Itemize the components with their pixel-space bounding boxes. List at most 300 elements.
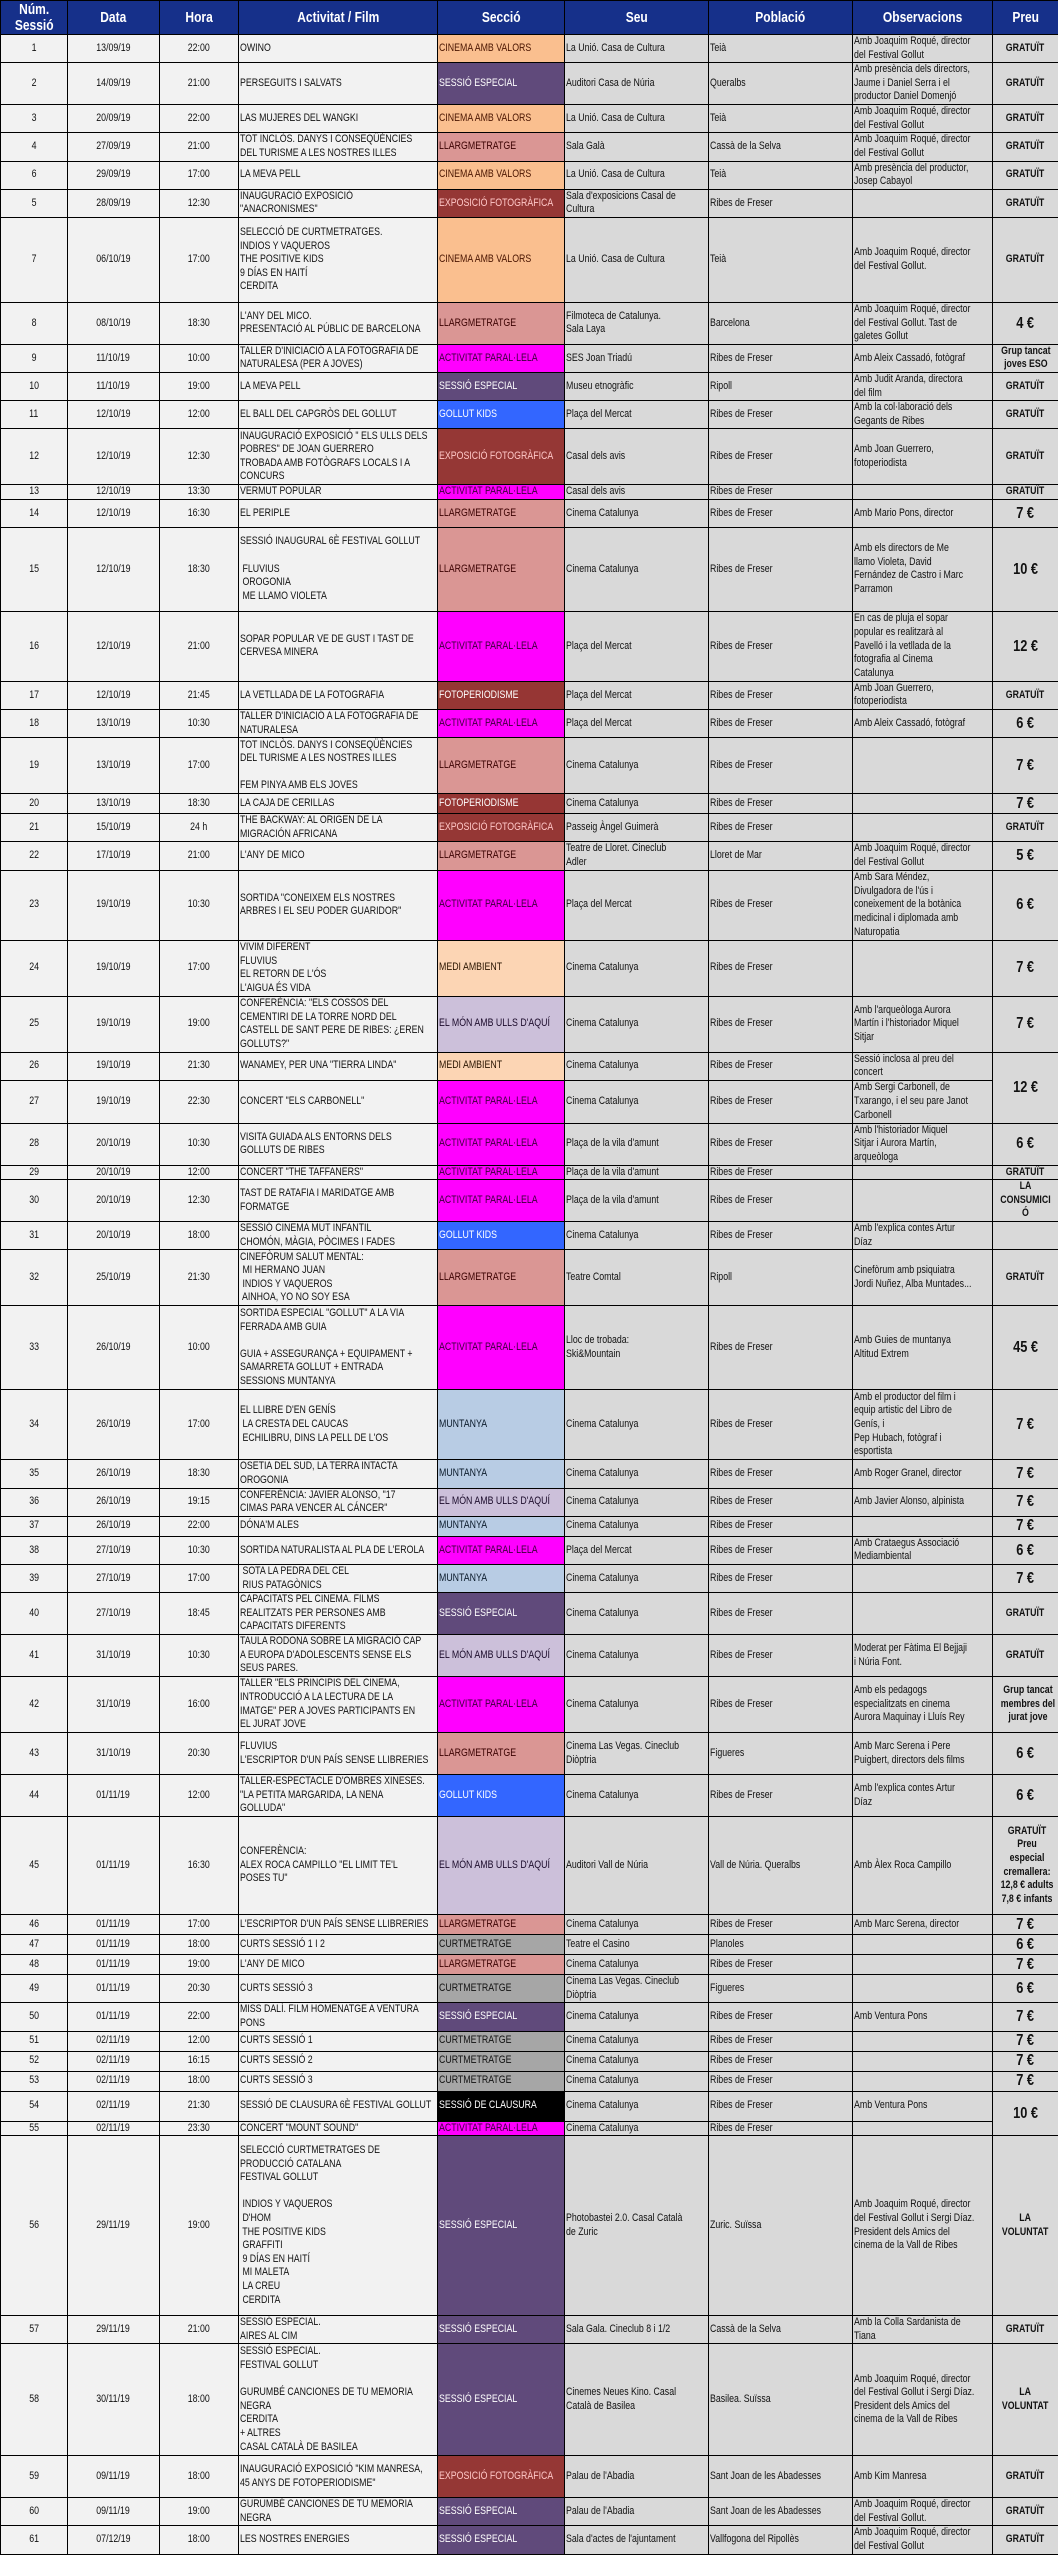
price: 10 € [1013, 2107, 1038, 2121]
date-cell [68, 996, 160, 1052]
venue: Teatre el Casino [566, 1938, 630, 1952]
venue: Palau de l'Abadia [566, 2470, 634, 2484]
session-number-cell [1, 2071, 68, 2091]
section-badge: CURTMETRATGE [439, 1982, 512, 1996]
price: 7 € [1017, 961, 1035, 975]
price: GRATUÏT [1006, 450, 1044, 464]
town-cell [709, 1935, 853, 1955]
venue: Plaça del Mercat [566, 717, 632, 731]
time-cell [160, 2498, 239, 2526]
section-badge-cell [438, 1390, 565, 1460]
observations: Amb Mario Pons, director [854, 507, 953, 521]
activity-cell [239, 842, 438, 870]
venue-cell [565, 710, 709, 738]
price-cell [993, 401, 1058, 429]
table-row [1, 1123, 1058, 1165]
section-badge: MUNTANYA [439, 1467, 487, 1481]
observations-cell [853, 133, 993, 161]
section-badge-cell [438, 1536, 565, 1564]
town-cell [709, 996, 853, 1052]
table-row [1, 429, 1058, 485]
time: 22:00 [188, 112, 210, 126]
activity-cell [239, 344, 438, 372]
venue: Cinema Catalunya [566, 759, 638, 773]
time-cell [160, 63, 239, 105]
price-cell [993, 161, 1058, 189]
date: 31/10/19 [96, 1698, 130, 1712]
activity-cell [239, 1516, 438, 1536]
venue: La Unió. Casa de Cultura [566, 112, 665, 126]
town: Cassà de la Selva [710, 140, 781, 154]
date: 29/11/19 [97, 2323, 131, 2337]
section-badge: SESSIÓ ESPECIAL [439, 2323, 517, 2337]
price: GRATUÏT [1006, 689, 1044, 703]
session-number-cell [1, 429, 68, 485]
town-cell [709, 35, 853, 63]
table-row [1, 1180, 1058, 1222]
venue-cell [565, 2121, 709, 2136]
section-badge-cell [438, 814, 565, 842]
observations: Amb presència dels directors, Jaume i Daniel Serra i el productor Daniel Domenjó [854, 63, 970, 104]
town: Figueres [710, 1747, 744, 1761]
date: 01/11/19 [97, 1938, 131, 1952]
town-cell [709, 1052, 853, 1080]
venue: Plaça del Mercat [566, 898, 632, 912]
observations-cell [853, 527, 993, 611]
town-cell [709, 2051, 853, 2071]
session-number: 25 [29, 1017, 39, 1031]
section-badge-cell [438, 2344, 565, 2456]
date-cell [68, 133, 160, 161]
venue: Plaça de la vila d'amunt [566, 1194, 659, 1208]
price-cell [993, 2316, 1058, 2344]
activity: VISITA GUIADA ALS ENTORNS DELS GOLLUTS DE RIBES [240, 1131, 392, 1158]
activity: CONCERT "MOUNT SOUND" [240, 2122, 358, 2136]
section-badge-cell [438, 2316, 565, 2344]
venue: Plaça del Mercat [566, 408, 632, 422]
price-cell [993, 710, 1058, 738]
venue: Passeig Àngel Guimerà [566, 821, 658, 835]
activity-cell [239, 1123, 438, 1165]
time-cell [160, 372, 239, 400]
price: 10 € [1013, 563, 1038, 577]
section-badge: LLARGMETRATGE [439, 317, 516, 331]
price-cell [993, 940, 1058, 996]
venue: Cinema Catalunya [566, 507, 638, 521]
section-badge: SESSIÓ ESPECIAL [439, 2393, 517, 2407]
observations-cell [853, 1306, 993, 1390]
observations-cell [853, 2121, 993, 2136]
time: 18:00 [188, 1938, 210, 1952]
town-cell [709, 1488, 853, 1516]
section-badge: ACTIVITAT PARAL·LELA [439, 1698, 538, 1712]
venue-cell [565, 133, 709, 161]
activity: CONCERT "ELS CARBONELL" [240, 1095, 364, 1109]
town: Ribes de Freser [710, 2122, 773, 2136]
section-badge-cell [438, 2456, 565, 2498]
observations-cell [853, 2091, 993, 2121]
activity-cell [239, 527, 438, 611]
session-number-cell [1, 1935, 68, 1955]
section-badge-cell [438, 1488, 565, 1516]
venue: Cinema Catalunya [566, 1789, 638, 1803]
town: Ribes de Freser [710, 1649, 773, 1663]
table-row [1, 63, 1058, 105]
date: 26/10/19 [96, 1519, 130, 1533]
town: Ribes de Freser [710, 759, 773, 773]
venue-cell [565, 401, 709, 429]
time-cell [160, 2071, 239, 2091]
price-cell [993, 1390, 1058, 1460]
price: GRATUÏT [1006, 408, 1044, 422]
date-cell [68, 1915, 160, 1935]
date-cell [68, 1817, 160, 1915]
town-cell [709, 794, 853, 814]
price-cell [993, 2091, 1058, 2136]
session-number-cell [1, 1180, 68, 1222]
price-cell [993, 344, 1058, 372]
price-cell [993, 738, 1058, 794]
activity-cell [239, 2121, 438, 2136]
observations: Amb Aleix Cassadó, fotògraf [854, 352, 965, 366]
time: 19:00 [188, 2219, 210, 2233]
price-cell [993, 1635, 1058, 1677]
price-cell [993, 1123, 1058, 1165]
venue-cell [565, 1052, 709, 1080]
observations-cell [853, 1460, 993, 1488]
session-number: 35 [29, 1467, 39, 1481]
town: Vall de Núria. Queralbs [710, 1859, 800, 1873]
section-badge-cell [438, 1250, 565, 1306]
time-cell [160, 794, 239, 814]
time: 18:00 [188, 2533, 210, 2547]
session-number-cell [1, 1488, 68, 1516]
date: 12/10/19 [96, 640, 130, 654]
town-cell [709, 1593, 853, 1635]
date-cell [68, 2316, 160, 2344]
header-seu [565, 1, 709, 35]
venue: Cinema Catalunya [566, 1519, 638, 1533]
header-label: Secció [482, 10, 521, 26]
session-number: 26 [29, 1059, 39, 1073]
venue-cell [565, 217, 709, 302]
price-cell [993, 1817, 1058, 1915]
venue: Cinema Catalunya [566, 1467, 638, 1481]
observations: Amb Joaquim Roqué, director del Festival Gollut. [854, 246, 970, 273]
session-number: 57 [29, 2323, 39, 2337]
session-number: 10 [29, 380, 39, 394]
section-badge: ACTIVITAT PARAL·LELA [439, 1194, 538, 1208]
town: Queralbs [710, 77, 746, 91]
town: Sant Joan de les Abadesses [710, 2505, 821, 2519]
date: 07/12/19 [96, 2533, 130, 2547]
time-cell [160, 2344, 239, 2456]
time: 18:00 [188, 2393, 210, 2407]
section-badge: SESSIÓ ESPECIAL [439, 380, 517, 394]
activity: SESSIÓ ESPECIAL. AIRES AL CIM [240, 2316, 321, 2343]
session-number-cell [1, 35, 68, 63]
date-cell [68, 1564, 160, 1592]
price-cell [993, 2051, 1058, 2071]
venue-cell [565, 2031, 709, 2051]
session-number: 7 [32, 253, 37, 267]
date-cell [68, 2121, 160, 2136]
section-badge: MUNTANYA [439, 1519, 487, 1533]
time: 17:00 [188, 1418, 210, 1432]
section-badge: CINEMA AMB VALORS [439, 42, 531, 56]
activity-cell [239, 1915, 438, 1935]
time-cell [160, 133, 239, 161]
session-number: 16 [29, 640, 39, 654]
time: 10:30 [188, 1544, 210, 1558]
table-row [1, 161, 1058, 189]
date: 20/10/19 [96, 1166, 130, 1180]
price-cell [993, 1306, 1058, 1390]
observations-cell [853, 1222, 993, 1250]
date-cell [68, 681, 160, 709]
session-number: 27 [29, 1095, 39, 1109]
session-number-cell [1, 1390, 68, 1460]
activity-cell [239, 2071, 438, 2091]
observations-cell [853, 681, 993, 709]
session-number: 58 [29, 2393, 39, 2407]
session-number: 8 [32, 317, 37, 331]
observations-cell [853, 1165, 993, 1180]
observations-cell [853, 429, 993, 485]
price-cell [993, 1165, 1058, 1180]
town: Ribes de Freser [710, 1495, 773, 1509]
time-cell [160, 429, 239, 485]
session-number: 56 [29, 2219, 39, 2233]
town-cell [709, 710, 853, 738]
section-badge: SESSIÓ ESPECIAL [439, 2010, 517, 2024]
price: 6 € [1017, 898, 1035, 912]
date: 02/11/19 [97, 2074, 131, 2088]
price: 6 € [1017, 1938, 1035, 1952]
price: GRATUÏT Preu especial cremallera: 12,8 € adults 7,8 € infants [1001, 1825, 1054, 1907]
date: 20/10/19 [96, 1229, 130, 1243]
section-badge: FOTOPERIODISME [439, 689, 519, 703]
price: 6 € [1017, 1789, 1035, 1803]
observations-cell [853, 1250, 993, 1306]
table-row [1, 35, 1058, 63]
date-cell [68, 1222, 160, 1250]
observations-cell [853, 499, 993, 527]
price: GRATUÏT [1006, 253, 1044, 267]
section-badge: ACTIVITAT PARAL·LELA [439, 717, 538, 731]
town: Teià [710, 112, 726, 126]
session-number: 11 [29, 408, 38, 422]
time: 10:30 [188, 1649, 210, 1663]
time-cell [160, 1817, 239, 1915]
date: 27/10/19 [96, 1572, 130, 1586]
observations-cell [853, 1536, 993, 1564]
session-number-cell [1, 1817, 68, 1915]
session-number: 22 [29, 849, 39, 863]
activity-cell [239, 499, 438, 527]
section-badge: GOLLUT KIDS [439, 1229, 497, 1243]
date: 01/11/19 [97, 2010, 131, 2024]
date-cell [68, 372, 160, 400]
session-number: 24 [29, 961, 39, 975]
date: 12/10/19 [96, 450, 130, 464]
section-badge-cell [438, 1733, 565, 1775]
price-cell [993, 2526, 1058, 2554]
section-badge-cell [438, 1222, 565, 1250]
activity: CURTS SESSIÓ 1 I 2 [240, 1938, 325, 1952]
town: Ribes de Freser [710, 1137, 773, 1151]
observations-cell [853, 1677, 993, 1733]
date: 12/10/19 [96, 507, 130, 521]
session-number-cell [1, 2003, 68, 2031]
time-cell [160, 1250, 239, 1306]
session-number-cell [1, 2031, 68, 2051]
section-badge: LLARGMETRATGE [439, 759, 516, 773]
activity: WANAMEY, PER UNA "TIERRA LINDA" [240, 1059, 396, 1073]
town-cell [709, 814, 853, 842]
date-cell [68, 940, 160, 996]
date-cell [68, 1390, 160, 1460]
session-number-cell [1, 2344, 68, 2456]
time-cell [160, 1080, 239, 1123]
section-badge-cell [438, 1915, 565, 1935]
time: 24 h [190, 821, 207, 835]
town-cell [709, 161, 853, 189]
time-cell [160, 1516, 239, 1536]
section-badge: SESSIÓ ESPECIAL [439, 2505, 517, 2519]
observations-cell [853, 1935, 993, 1955]
town-cell [709, 499, 853, 527]
table-row [1, 401, 1058, 429]
price-cell [993, 429, 1058, 485]
town-cell [709, 189, 853, 217]
date: 12/10/19 [96, 563, 130, 577]
time: 18:30 [188, 317, 210, 331]
activity-cell [239, 1222, 438, 1250]
town: Ribes de Freser [710, 1341, 773, 1355]
price: 7 € [1017, 507, 1035, 521]
time-cell [160, 2456, 239, 2498]
date: 13/10/19 [96, 797, 130, 811]
observations-cell [853, 611, 993, 681]
table-row [1, 2121, 1058, 2136]
session-number-cell [1, 2456, 68, 2498]
time-cell [160, 2526, 239, 2554]
time: 20:30 [188, 1982, 210, 1996]
venue: Casal dels avis [566, 450, 625, 464]
section-badge: CURTMETRATGE [439, 1938, 512, 1952]
price: GRATUÏT [1006, 42, 1044, 56]
date: 14/09/19 [96, 77, 130, 91]
table-row [1, 1915, 1058, 1935]
venue-cell [565, 105, 709, 133]
time-cell [160, 2051, 239, 2071]
section-badge: CURTMETRATGE [439, 2074, 512, 2088]
table-row [1, 2031, 1058, 2051]
time: 21:30 [188, 2099, 210, 2113]
time: 18:30 [188, 797, 210, 811]
price-cell [993, 2344, 1058, 2456]
activity-cell [239, 1775, 438, 1817]
activity: SELECCIÓ DE CURTMETRATGES. INDIOS Y VAQUEROS THE POSITIVE KIDS 9 DÍAS EN HAITÍ CERDITA [240, 226, 382, 294]
venue-cell [565, 2003, 709, 2031]
price-cell [993, 1975, 1058, 2003]
activity: LA VETLLADA DE LA FOTOGRAFIA [240, 689, 384, 703]
venue-cell [565, 2456, 709, 2498]
session-number: 19 [29, 759, 39, 773]
venue: Casal dels avis [566, 485, 625, 499]
section-badge: EXPOSICIÓ FOTOGRÀFICA [439, 821, 553, 835]
time-cell [160, 611, 239, 681]
time: 17:00 [188, 1572, 210, 1586]
activity-cell [239, 681, 438, 709]
table-row [1, 1516, 1058, 1536]
town: Figueres [710, 1982, 744, 1996]
section-badge-cell [438, 1080, 565, 1123]
town: Lloret de Mar [710, 849, 762, 863]
observations: En cas de pluja el sopar popular es realitzarà al Pavelló i la vetllada de la fotografia al Cinema Catalunya [854, 612, 951, 680]
venue-cell [565, 2526, 709, 2554]
town: Ribes de Freser [710, 2099, 773, 2113]
table-row [1, 1052, 1058, 1080]
session-number: 55 [29, 2122, 39, 2136]
town: Ribes de Freser [710, 797, 773, 811]
session-number-cell [1, 527, 68, 611]
date: 26/10/19 [96, 1418, 130, 1432]
price-cell [993, 1052, 1058, 1123]
venue-cell [565, 1564, 709, 1592]
time-cell [160, 35, 239, 63]
venue-cell [565, 794, 709, 814]
town-cell [709, 1536, 853, 1564]
venue-cell [565, 2316, 709, 2344]
observations-cell [853, 794, 993, 814]
venue-cell [565, 344, 709, 372]
price: 7 € [1017, 1495, 1035, 1509]
activity-cell [239, 1306, 438, 1390]
time-cell [160, 1975, 239, 2003]
town-cell [709, 2031, 853, 2051]
activity: L'ESCRIPTOR D'UN PAÍS SENSE LLIBRERIES [240, 1918, 428, 1932]
header-preu [993, 1, 1058, 35]
venue-cell [565, 2071, 709, 2091]
activity-cell [239, 63, 438, 105]
date: 31/10/19 [96, 1649, 130, 1663]
price: 6 € [1017, 1747, 1035, 1761]
price: 6 € [1017, 1982, 1035, 1996]
session-number-cell [1, 1080, 68, 1123]
session-number-cell [1, 1955, 68, 1975]
price-cell [993, 611, 1058, 681]
venue-cell [565, 814, 709, 842]
date: 02/11/19 [97, 2099, 131, 2113]
time-cell [160, 2031, 239, 2051]
observations: Amb la Colla Sardanista de Tiana [854, 2316, 961, 2343]
venue-cell [565, 1935, 709, 1955]
session-number-cell [1, 302, 68, 344]
time: 21:00 [188, 640, 210, 654]
price-cell [993, 1250, 1058, 1306]
date-cell [68, 302, 160, 344]
price-cell [993, 681, 1058, 709]
section-badge-cell [438, 738, 565, 794]
activity: DÓNA'M ALES [240, 1519, 299, 1533]
activity: EL LLIBRE D'EN GENÍS LA CRESTA DEL CAUCAS ECHILIBRU, DINS LA PELL DE L'OS [240, 1404, 388, 1445]
time: 10:30 [188, 898, 210, 912]
table-row [1, 105, 1058, 133]
date: 02/11/19 [97, 2034, 131, 2048]
observations: Amb Joaquim Roqué, director del Festival Gollut [854, 133, 970, 160]
